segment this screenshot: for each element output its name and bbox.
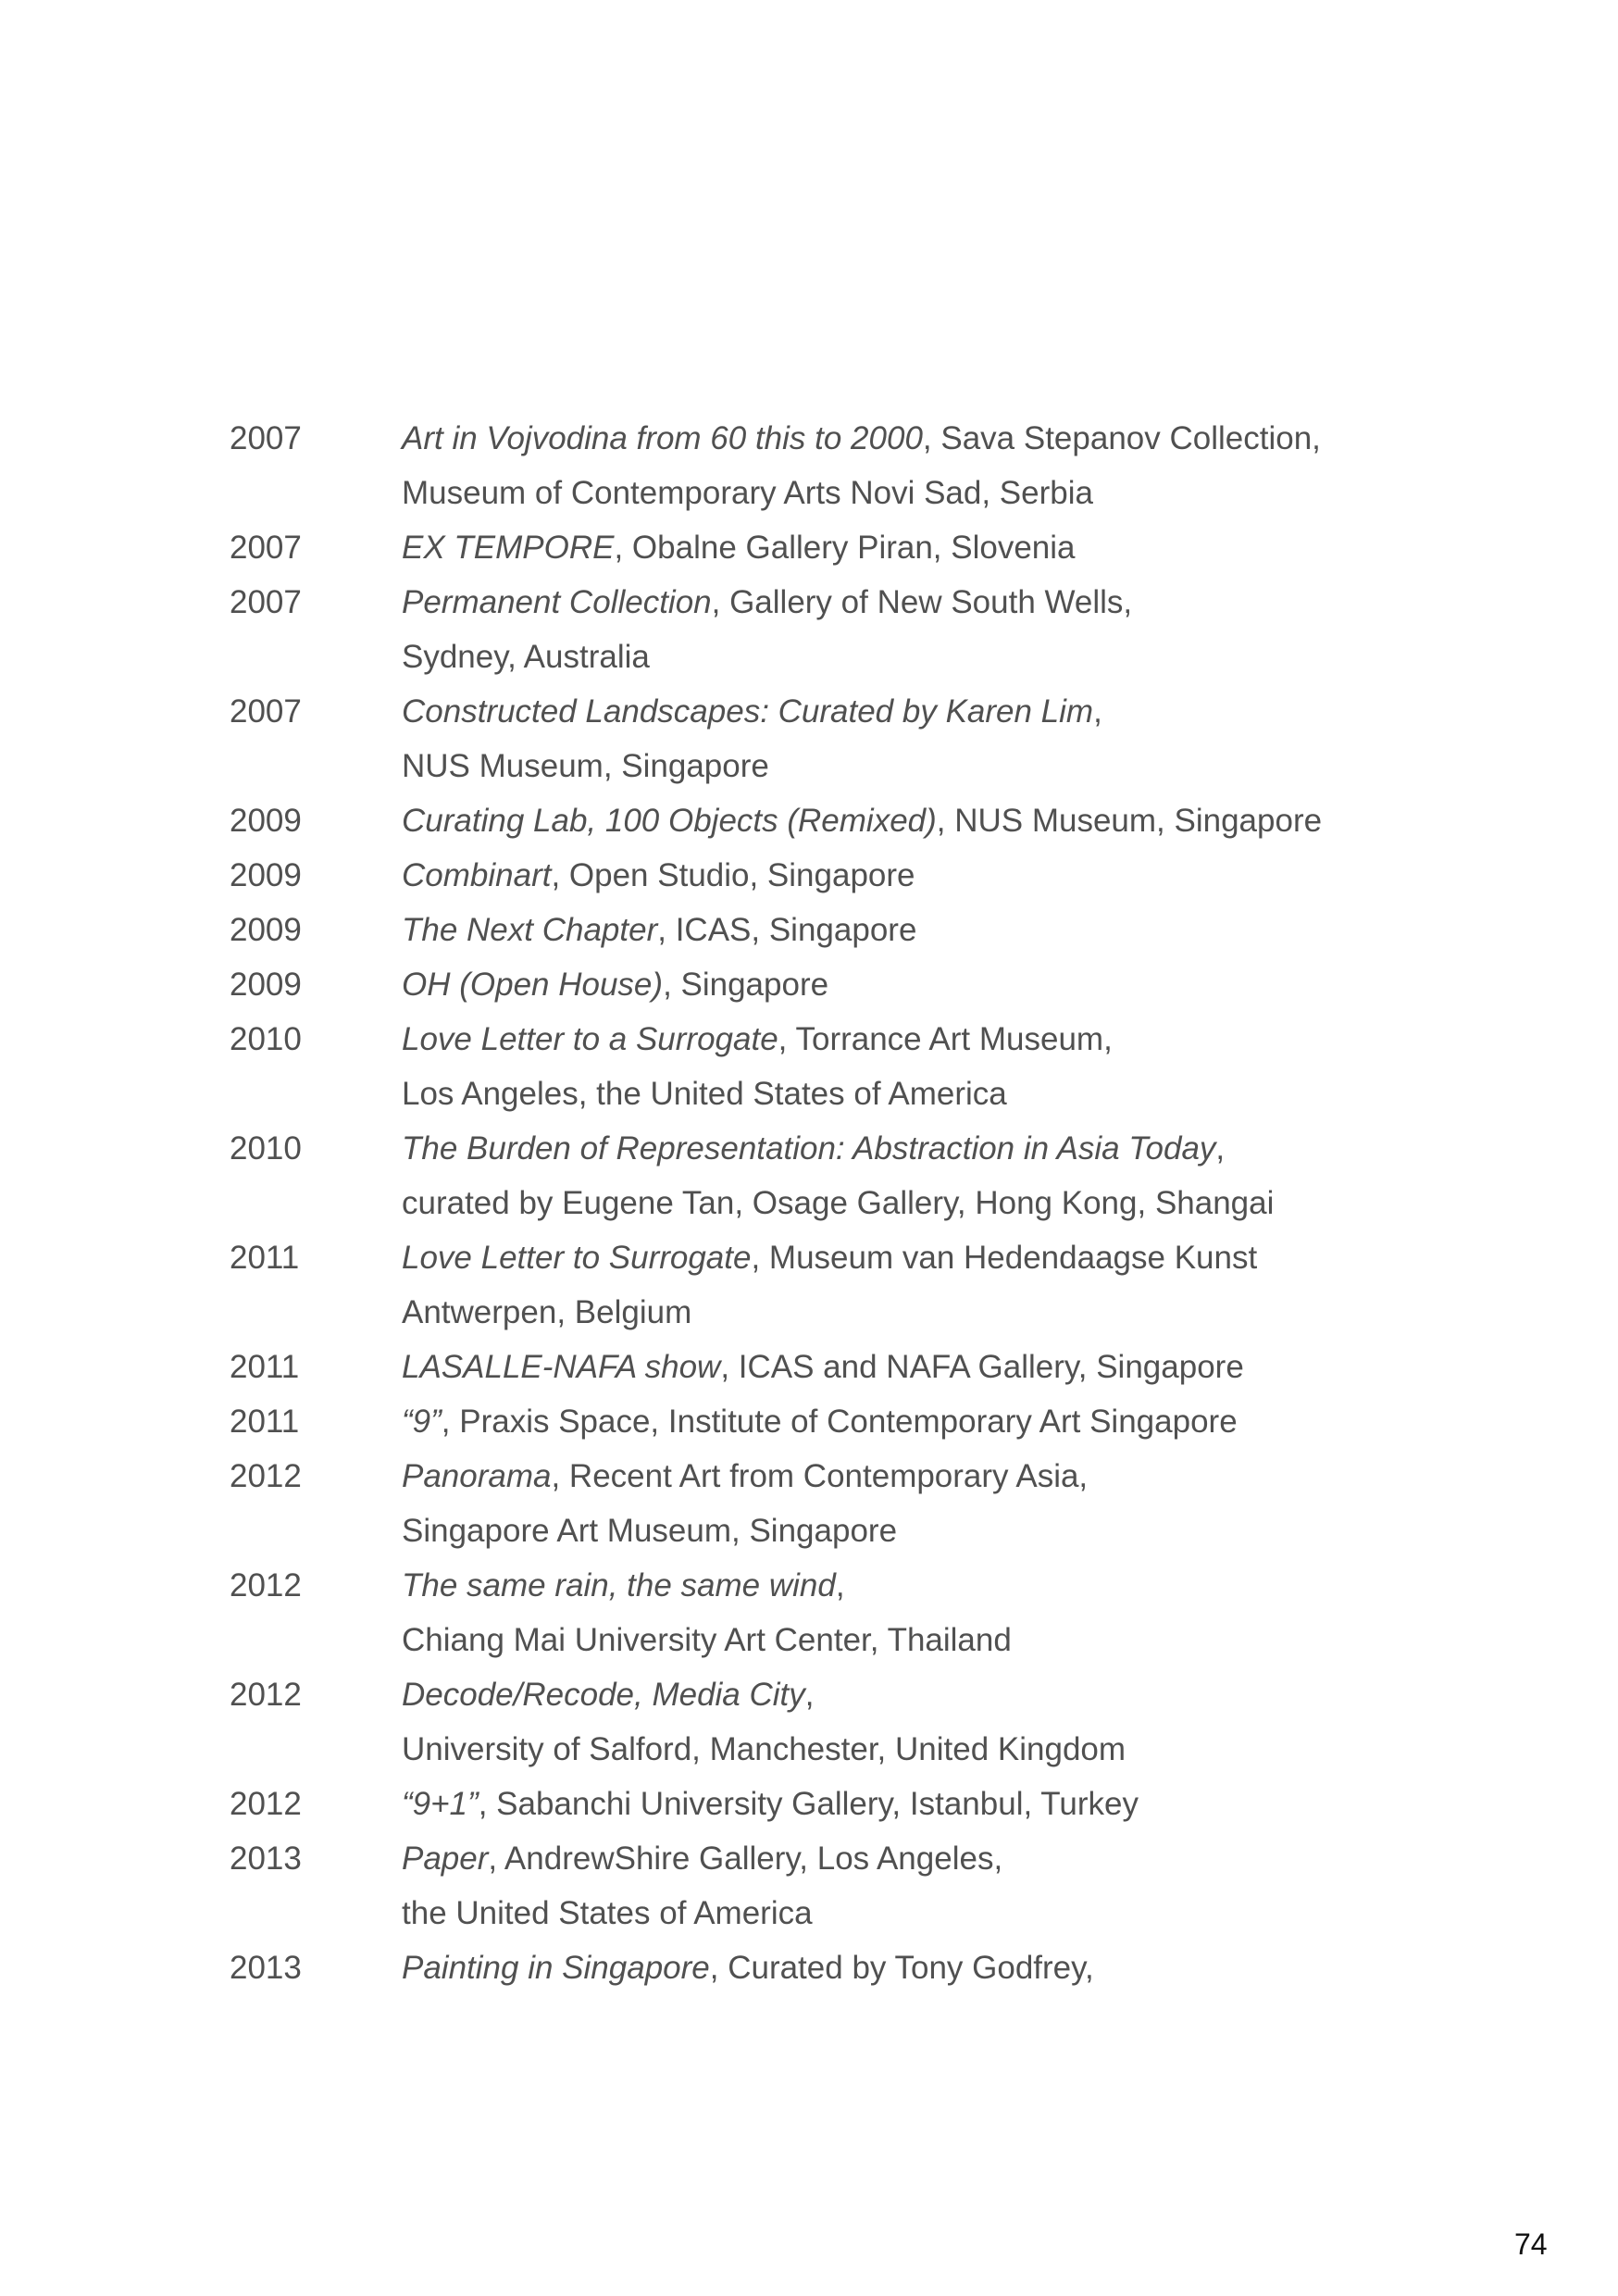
exhibition-venue: , Gallery of New South Wells, (711, 584, 1133, 620)
exhibition-venue: Antwerpen, Belgium (402, 1294, 692, 1330)
exhibition-title: Constructed Landscapes: Curated by Karen Lim (402, 693, 1094, 730)
exhibition-entry (230, 1012, 1433, 1121)
exhibition-venue: , Torrance Art Museum, (778, 1021, 1113, 1057)
exhibition-line (402, 1176, 1433, 1230)
exhibition-venue: , AndrewShire Gallery, Los Angeles, (488, 1841, 1003, 1877)
exhibition-year: 2012 (230, 1786, 302, 1822)
exhibition-details (402, 1777, 1433, 1831)
exhibition-venue: , Singapore (663, 967, 829, 1003)
exhibition-entry (230, 848, 1433, 903)
exhibition-title: Art in Vojvodina from 60 this to 2000 (402, 420, 923, 456)
exhibition-line (402, 1558, 1433, 1613)
exhibition-year: 2013 (230, 1950, 302, 1986)
exhibition-entry (230, 957, 1433, 1012)
exhibition-year: 2009 (230, 803, 302, 839)
exhibition-line (402, 1667, 1433, 1722)
exhibition-entry (230, 1667, 1433, 1777)
exhibition-title: LASALLE-NAFA show (402, 1349, 721, 1385)
exhibition-line (402, 630, 1433, 684)
exhibition-venue: , ICAS, Singapore (657, 912, 917, 948)
exhibition-venue: , ICAS and NAFA Gallery, Singapore (720, 1349, 1244, 1385)
exhibition-line (402, 466, 1433, 520)
exhibition-title: Paper (402, 1841, 489, 1877)
exhibition-year: 2011 (230, 1240, 300, 1276)
exhibition-title: The Next Chapter (402, 912, 658, 948)
exhibition-venue: , NUS Museum, Singapore (936, 803, 1323, 839)
exhibition-details (402, 1121, 1433, 1230)
exhibition-details (402, 1940, 1433, 1995)
exhibition-line (402, 739, 1433, 793)
exhibition-year: 2011 (230, 1404, 300, 1440)
exhibition-venue: University of Salford, Manchester, United Kingdom (402, 1731, 1126, 1767)
exhibition-venue: , (1215, 1130, 1226, 1167)
exhibition-venue: Los Angeles, the United States of America (402, 1076, 1007, 1112)
exhibition-title: Permanent Collection (402, 584, 712, 620)
exhibition-details (402, 903, 1433, 957)
exhibition-line (402, 957, 1433, 1012)
exhibition-line (402, 1886, 1433, 1940)
exhibition-venue: NUS Museum, Singapore (402, 748, 769, 784)
exhibition-details (402, 957, 1433, 1012)
exhibition-line (402, 1831, 1433, 1886)
exhibition-venue: , (835, 1567, 845, 1603)
exhibition-year: 2007 (230, 693, 302, 730)
exhibition-details (402, 1340, 1433, 1394)
exhibition-details (402, 684, 1433, 793)
exhibition-year: 2009 (230, 912, 302, 948)
exhibition-list (230, 411, 1433, 1995)
exhibition-title: Painting in Singapore (402, 1950, 710, 1986)
exhibition-venue: , Curated by Tony Godfrey, (709, 1950, 1094, 1986)
exhibition-entry (230, 1394, 1433, 1449)
exhibition-entry (230, 1777, 1433, 1831)
exhibition-year: 2009 (230, 857, 302, 893)
exhibition-details (402, 1012, 1433, 1121)
exhibition-title: EX TEMPORE (402, 530, 615, 566)
exhibition-details (402, 1558, 1433, 1667)
exhibition-title: The same rain, the same wind (402, 1567, 836, 1603)
exhibition-entry (230, 1940, 1433, 1995)
exhibition-details (402, 1831, 1433, 1940)
exhibition-venue: , Sava Stepanov Collection, (922, 420, 1321, 456)
exhibition-title: Curating Lab, 100 Objects (Remixed) (402, 803, 937, 839)
exhibition-details (402, 411, 1433, 520)
exhibition-line (402, 520, 1433, 575)
exhibition-entry (230, 1558, 1433, 1667)
exhibition-details (402, 793, 1433, 848)
exhibition-venue: curated by Eugene Tan, Osage Gallery, Hong Kong, Shangai (402, 1185, 1275, 1221)
exhibition-line (402, 1340, 1433, 1394)
exhibition-line (402, 903, 1433, 957)
exhibition-title: Combinart (402, 857, 552, 893)
exhibition-venue: Museum of Contemporary Arts Novi Sad, Serbia (402, 475, 1093, 511)
exhibition-line (402, 1613, 1433, 1667)
exhibition-title: Decode/Recode, Media City (402, 1677, 805, 1713)
exhibition-venue: , (804, 1677, 815, 1713)
exhibition-venue: , (1093, 693, 1102, 730)
exhibition-year: 2010 (230, 1021, 302, 1057)
exhibition-line (402, 793, 1433, 848)
exhibition-title: “9” (402, 1404, 442, 1440)
exhibition-entry (230, 684, 1433, 793)
exhibition-line (402, 1722, 1433, 1777)
exhibition-year: 2012 (230, 1567, 302, 1603)
exhibition-venue: , Sabanchi University Gallery, Istanbul, Turkey (478, 1786, 1139, 1822)
exhibition-year: 2012 (230, 1677, 302, 1713)
exhibition-entry (230, 903, 1433, 957)
exhibition-venue: , Praxis Space, Institute of Contemporary Art Singapore (441, 1404, 1238, 1440)
exhibition-entry (230, 1121, 1433, 1230)
exhibition-year: 2007 (230, 584, 302, 620)
exhibition-title: Love Letter to a Surrogate (402, 1021, 778, 1057)
exhibition-details (402, 848, 1433, 903)
exhibition-line (402, 1940, 1433, 1995)
exhibition-year: 2010 (230, 1130, 302, 1167)
exhibition-title: The Burden of Representation: Abstraction in Asia Today (402, 1130, 1216, 1167)
exhibition-venue: , Open Studio, Singapore (551, 857, 915, 893)
exhibition-line (402, 1285, 1433, 1340)
exhibition-venue: , Museum van Hedendaagse Kunst (751, 1240, 1258, 1276)
exhibition-line (402, 1121, 1433, 1176)
exhibition-entry (230, 1230, 1433, 1340)
exhibition-entry (230, 1449, 1433, 1558)
exhibition-line (402, 1067, 1433, 1121)
exhibition-details (402, 1230, 1433, 1340)
exhibition-title: Love Letter to Surrogate (402, 1240, 752, 1276)
exhibition-year: 2007 (230, 530, 302, 566)
exhibition-year: 2013 (230, 1841, 302, 1877)
exhibition-line (402, 1012, 1433, 1067)
exhibition-details (402, 1667, 1433, 1777)
exhibition-venue: , Obalne Gallery Piran, Slovenia (614, 530, 1076, 566)
exhibition-venue: , Recent Art from Contemporary Asia, (551, 1458, 1089, 1494)
exhibition-details (402, 1394, 1433, 1449)
exhibition-details (402, 1449, 1433, 1558)
exhibition-venue: Chiang Mai University Art Center, Thailand (402, 1622, 1012, 1658)
exhibition-title: “9+1” (402, 1786, 479, 1822)
exhibition-entry (230, 411, 1433, 520)
exhibition-line (402, 848, 1433, 903)
exhibition-entry (230, 1831, 1433, 1940)
exhibition-title: Panorama (402, 1458, 552, 1494)
exhibition-entry (230, 575, 1433, 684)
exhibition-details (402, 575, 1433, 684)
exhibition-entry (230, 520, 1433, 575)
exhibition-venue: Sydney, Australia (402, 639, 650, 675)
exhibition-line (402, 684, 1433, 739)
page-number: 74 (1514, 2227, 1548, 2261)
exhibition-line (402, 1777, 1433, 1831)
exhibition-entry (230, 793, 1433, 848)
exhibition-line (402, 575, 1433, 630)
exhibition-year: 2009 (230, 967, 302, 1003)
exhibition-year: 2007 (230, 420, 302, 456)
exhibition-details (402, 520, 1433, 575)
exhibition-line (402, 1504, 1433, 1558)
exhibition-year: 2011 (230, 1349, 300, 1385)
exhibition-venue: Singapore Art Museum, Singapore (402, 1513, 898, 1549)
exhibition-line (402, 1449, 1433, 1504)
exhibition-line (402, 1230, 1433, 1285)
exhibition-line (402, 1394, 1433, 1449)
exhibition-year: 2012 (230, 1458, 302, 1494)
exhibition-venue: the United States of America (402, 1895, 813, 1931)
exhibition-entry (230, 1340, 1433, 1394)
exhibition-line (402, 411, 1433, 466)
exhibition-title: OH (Open House) (402, 967, 664, 1003)
